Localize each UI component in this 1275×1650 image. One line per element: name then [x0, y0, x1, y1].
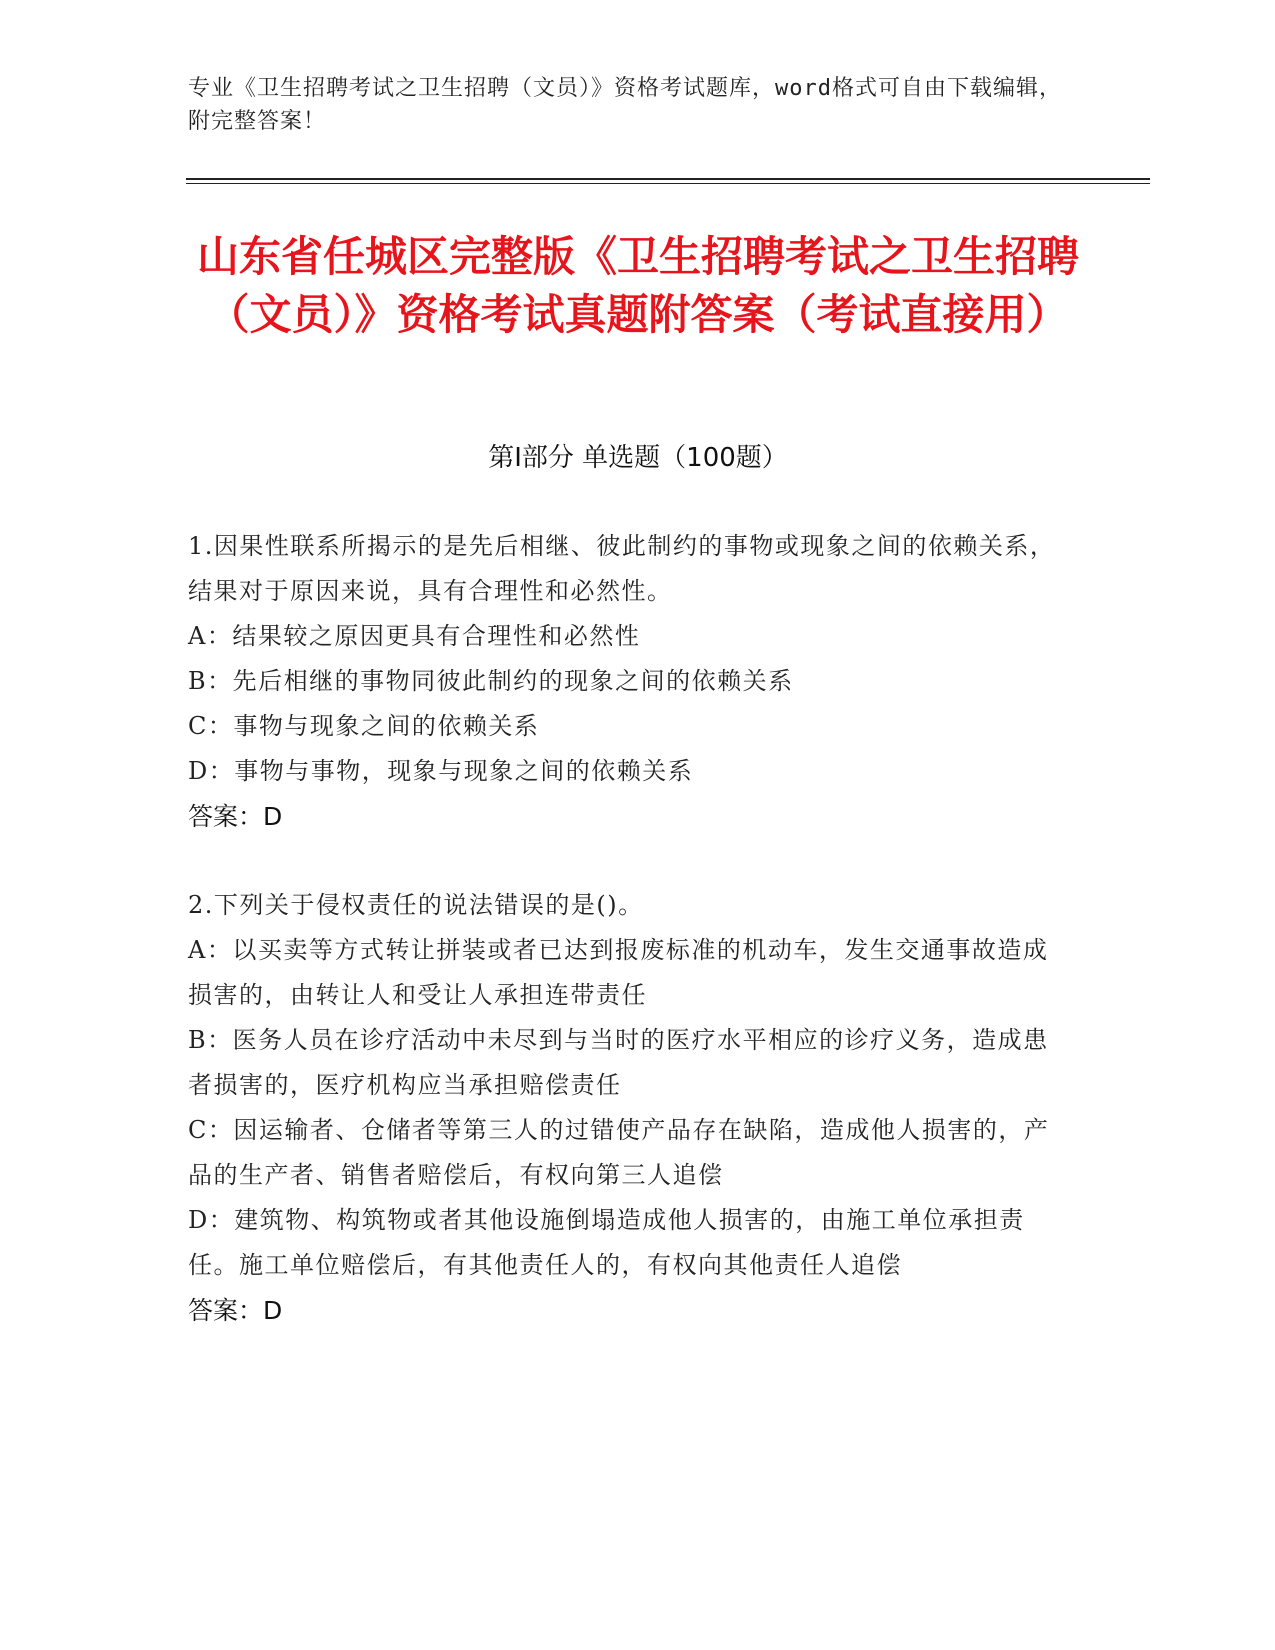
option-d: D：建筑物、构筑物或者其他设施倒塌造成他人损害的，由施工单位承担责任。施工单位赔偿后，有其他责任人的，有权向其他责任人追偿	[188, 1206, 1025, 1279]
section-heading: 第Ⅰ部分 单选题（100题）	[488, 443, 788, 473]
option-b: B：先后相继的事物同彼此制约的现象之间的依赖关系	[188, 667, 794, 695]
question-stem: 1.因果性联系所揭示的是先后相继、彼此制约的事物或现象之间的依赖关系，结果对于原因来说，具有合理性和必然性。	[188, 532, 1056, 605]
answer: 答案：D	[188, 802, 283, 831]
option-d: D：事物与事物，现象与现象之间的依赖关系	[188, 757, 694, 785]
header-divider-thick	[186, 178, 1150, 180]
option-a: A：以买卖等方式转让拼装或者已达到报废标准的机动车，发生交通事故造成损害的，由转让人和受让人承担连带责任	[188, 936, 1049, 1009]
question-1	[188, 524, 1068, 839]
header-note: 专业《卫生招聘考试之卫生招聘（文员）》资格考试题库，word格式可自由下载编辑，附完整答案！	[188, 76, 1062, 134]
question-stem: 2.下列关于侵权责任的说法错误的是()。	[188, 891, 644, 919]
question-2	[188, 883, 1068, 1333]
option-c: C：因运输者、仓储者等第三人的过错使产品存在缺陷，造成他人损害的，产品的生产者、销售者赔偿后，有权向第三人追偿	[188, 1116, 1050, 1189]
option-a: A：结果较之原因更具有合理性和必然性	[188, 622, 641, 650]
answer: 答案：D	[188, 1296, 283, 1325]
question-list	[188, 524, 1068, 1377]
document-title: 山东省任城区完整版《卫生招聘考试之卫生招聘（文员）》资格考试真题附答案（考试直接用）	[196, 232, 1079, 339]
option-b: B：医务人员在诊疗活动中未尽到与当时的医疗水平相应的诊疗义务，造成患者损害的，医疗机构应当承担赔偿责任	[188, 1026, 1049, 1099]
option-c: C：事物与现象之间的依赖关系	[188, 712, 540, 740]
header-divider-thin	[186, 183, 1150, 184]
